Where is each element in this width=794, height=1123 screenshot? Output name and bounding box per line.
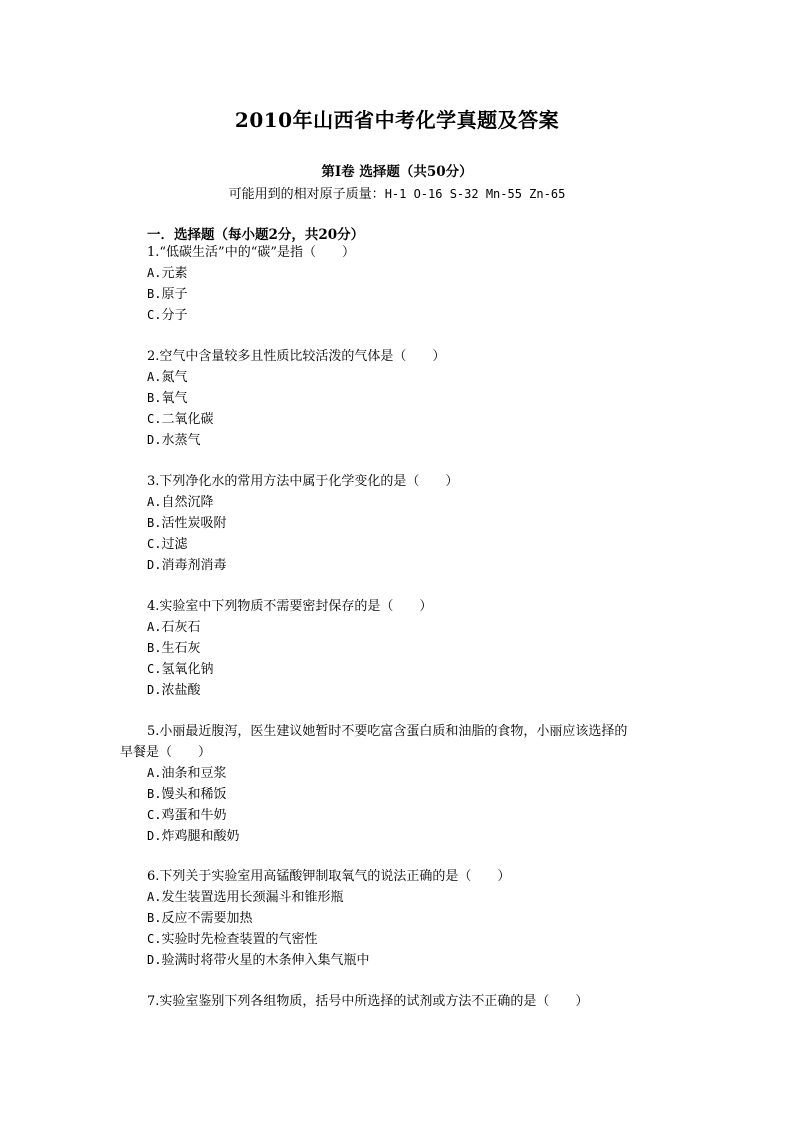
question-stem: 7.实验室鉴别下列各组物质，括号中所选择的试剂或方法不正确的是（ ） [147,994,589,1009]
section-heading: 一．选择题（每小题2分，共20分） [147,227,365,243]
option-d [147,950,510,971]
part-heading: 第Ⅰ卷 选择题（共50分） [321,164,473,180]
option-a [147,617,432,638]
option-letter: C. [147,308,162,322]
option-text: 分子 [161,308,188,323]
option-text: 馒头和稀饭 [161,787,227,802]
question-stem: 4.实验室中下列物质不需要密封保存的是（ ） [147,599,433,614]
question-4 [147,596,432,701]
atomic-mass-values: H-1 O-16 S-32 Mn-55 Zn-65 [384,187,566,201]
option-text: 水蒸气 [161,433,201,448]
question-1 [147,242,355,326]
option-a [147,263,355,284]
option-c [147,305,355,326]
question-stem: 1.“低碳生活”中的“碳”是指（ ） [147,245,355,260]
option-c [147,805,627,826]
option-text: 炸鸡腿和酸奶 [161,829,240,844]
option-d [147,680,432,701]
option-a [147,492,458,513]
option-letter: A. [147,370,162,384]
option-letter: A. [147,620,162,634]
option-letter: B. [147,391,162,405]
option-c [147,659,432,680]
option-text: 鸡蛋和牛奶 [161,808,227,823]
option-c [147,409,445,430]
option-a [147,887,510,908]
option-text: 生石灰 [161,641,201,656]
option-text: 浓盐酸 [161,683,201,698]
option-d [147,826,627,847]
question-3 [147,471,458,576]
question-stem-continued: 早餐是（ ） [120,745,212,760]
option-b [147,284,355,305]
option-text: 实验时先检查装置的气密性 [161,932,318,947]
option-text: 氮气 [161,370,188,385]
question-2 [147,346,445,451]
option-letter: C. [147,537,162,551]
option-letter: C. [147,662,162,676]
atomic-mass-label: 可能用到的相对原子质量： [228,187,385,202]
option-a [147,367,445,388]
option-c [147,929,510,950]
option-text: 发生装置选用长颈漏斗和锥形瓶 [161,890,344,905]
option-text: 氧气 [161,391,188,406]
question-7 [147,991,588,1012]
option-letter: B. [147,911,162,925]
option-letter: B. [147,641,162,655]
question-stem: 6.下列关于实验室用高锰酸钾制取氧气的说法正确的是（ ） [147,869,511,884]
option-text: 油条和豆浆 [161,766,227,781]
option-text: 石灰石 [161,620,201,635]
document-title: 2010年山西省中考化学真题及答案 [234,108,560,132]
option-b [147,908,510,929]
option-text: 原子 [161,287,188,302]
atomic-mass-line [0,183,794,202]
option-text: 反应不需要加热 [161,911,253,926]
option-b [147,638,432,659]
question-6 [147,866,510,971]
question-stem: 5.小丽最近腹泻，医生建议她暂时不要吃富含蛋白质和油脂的食物，小丽应该选择的 [147,724,628,739]
option-text: 元素 [161,266,188,281]
option-text: 二氧化碳 [161,412,214,427]
option-b [147,388,445,409]
option-text: 活性炭吸附 [161,516,227,531]
option-c [147,534,458,555]
option-letter: D. [147,558,162,572]
option-letter: A. [147,266,162,280]
option-text: 消毒剂消毒 [161,558,227,573]
option-text: 自然沉降 [161,495,214,510]
option-b [147,513,458,534]
option-text: 验满时将带火星的木条伸入集气瓶中 [161,953,370,968]
option-letter: B. [147,516,162,530]
option-letter: C. [147,412,162,426]
question-stem: 3.下列净化水的常用方法中属于化学变化的是（ ） [147,474,459,489]
option-letter: A. [147,495,162,509]
option-letter: D. [147,683,162,697]
option-letter: D. [147,433,162,447]
option-letter: B. [147,787,162,801]
option-letter: D. [147,953,162,967]
question-5 [120,721,627,847]
option-letter: C. [147,808,162,822]
option-b [147,784,627,805]
option-d [147,555,458,576]
option-letter: D. [147,829,162,843]
option-letter: A. [147,766,162,780]
option-d [147,430,445,451]
option-text: 过滤 [161,537,188,552]
option-letter: A. [147,890,162,904]
option-letter: B. [147,287,162,301]
option-a [147,763,627,784]
option-letter: C. [147,932,162,946]
question-stem: 2.空气中含量较多且性质比较活泼的气体是（ ） [147,349,446,364]
option-text: 氢氧化钠 [161,662,214,677]
